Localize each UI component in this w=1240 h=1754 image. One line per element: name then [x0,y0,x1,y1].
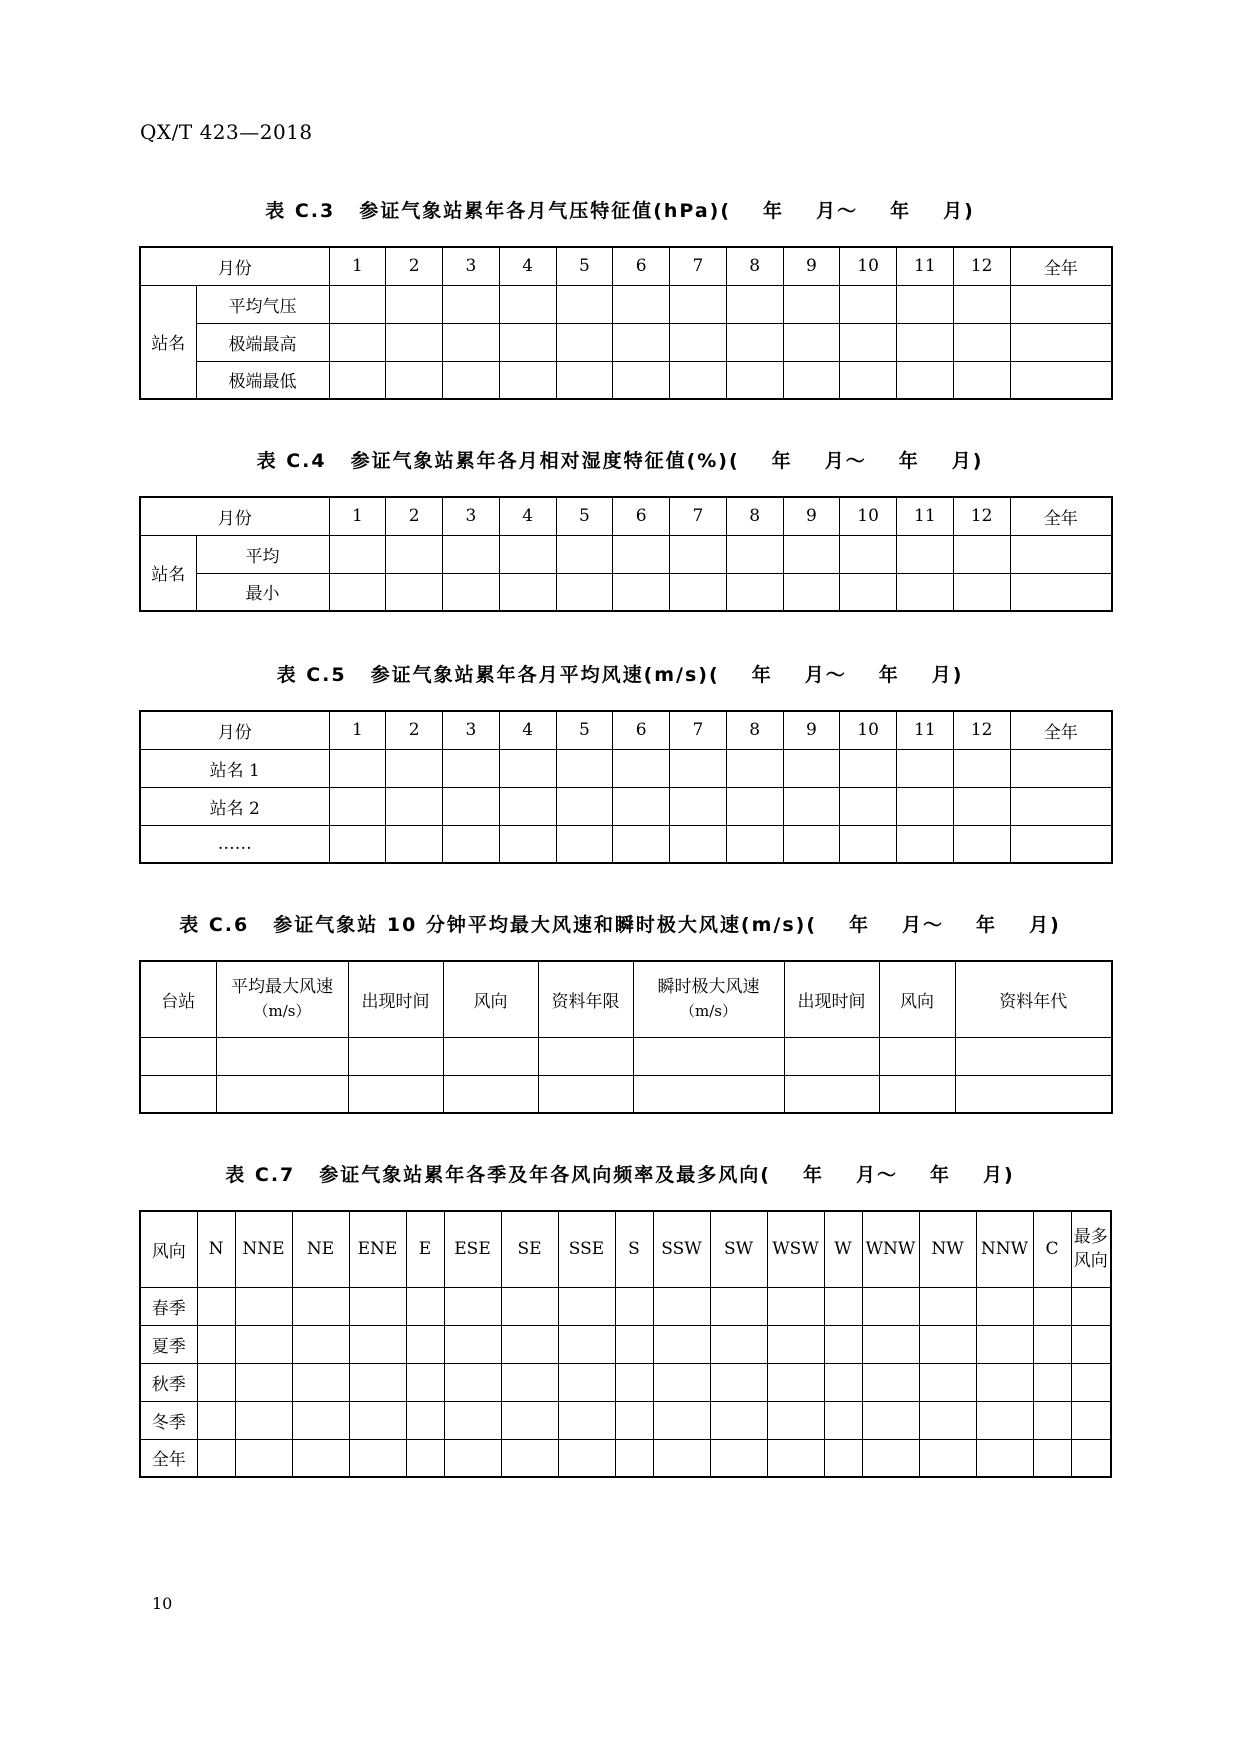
direction-header: 风向 [443,961,538,1037]
dir-n: N [197,1211,235,1287]
most-frequent-direction-header: 最多风向 [1071,1211,1111,1287]
month-11: 11 [897,497,954,535]
month-9: 9 [783,497,840,535]
month-3: 3 [443,711,500,749]
dir-wsw: WSW [767,1211,824,1287]
dir-nne: NNE [235,1211,292,1287]
table-number: 表 C.4 [256,450,327,472]
month-12: 12 [953,247,1010,285]
month-10: 10 [840,497,897,535]
table-row [140,573,1112,611]
table-c5-caption [0,660,1240,687]
table-c7-caption [0,1160,1240,1187]
caption-year: 年 [930,1164,952,1186]
month-1: 1 [329,497,386,535]
direction-header: 风向 [879,961,955,1037]
direction-header: 风向 [140,1211,197,1287]
caption-month: 月) [983,1164,1015,1186]
dir-ne: NE [292,1211,349,1287]
month-11: 11 [897,711,954,749]
table-row [140,1075,1112,1113]
caption-month: 月) [1029,914,1061,936]
dir-ssw: SSW [653,1211,710,1287]
table-row [140,361,1112,399]
caption-year: 年 [898,450,920,472]
table-row [140,535,1112,573]
annual-header: 全年 [1010,711,1112,749]
month-9: 9 [783,711,840,749]
row-label: 平均气压 [196,285,329,323]
data-years-header: 资料年限 [538,961,633,1037]
time-header: 出现时间 [784,961,879,1037]
caption-month: 月～ [855,1164,898,1186]
caption-year: 年 [763,200,785,222]
table-row [140,1325,1111,1363]
month-6: 6 [613,497,670,535]
table-row [140,1037,1112,1075]
dir-nw: NW [919,1211,976,1287]
table-row [140,1287,1111,1325]
table-number: 表 C.7 [225,1164,296,1186]
caption-year: 年 [751,664,773,686]
table-header-row [140,711,1112,749]
table-row [140,1439,1111,1477]
dir-sse: SSE [558,1211,615,1287]
dir-se: SE [501,1211,558,1287]
table-row [140,749,1112,787]
caption-month: 月～ [902,914,945,936]
gust-speed-header [633,961,784,1037]
table-header-row [140,497,1112,535]
month-4: 4 [499,711,556,749]
month-header: 月份 [140,247,329,285]
table-c5 [139,710,1113,864]
table-number: 表 C.3 [265,200,336,222]
time-header: 出现时间 [348,961,443,1037]
month-2: 2 [386,497,443,535]
table-c4-caption [0,446,1240,473]
caption-month: 月) [931,664,964,686]
page-number: 10 [152,1594,173,1613]
table-c4 [139,496,1113,612]
month-3: 3 [443,497,500,535]
caption-month: 月～ [804,664,847,686]
table-title: 参证气象站累年各月气压特征值(hPa)( [359,200,732,222]
caption-month: 月) [951,450,984,472]
caption-month: 月～ [816,200,859,222]
unit-text: （m/s） [680,1002,737,1021]
month-4: 4 [499,247,556,285]
table-c3-caption [0,196,1240,223]
month-8: 8 [726,711,783,749]
row-label: 站名 1 [140,749,329,787]
caption-year: 年 [802,1164,824,1186]
dir-nnw: NNW [976,1211,1033,1287]
month-12: 12 [953,711,1010,749]
dir-sw: SW [710,1211,767,1287]
season-label: 春季 [140,1287,197,1325]
dir-ese: ESE [444,1211,501,1287]
table-number: 表 C.6 [179,914,250,936]
avg-max-speed-header [216,961,348,1037]
caption-month: 月) [943,200,975,222]
table-c6-caption [0,910,1240,937]
table-title: 参证气象站累年各月相对湿度特征值(%)( [350,450,740,472]
caption-year: 年 [771,450,793,472]
annual-header: 全年 [1010,497,1112,535]
station-label: 站名 [140,535,196,611]
dir-wnw: WNW [862,1211,919,1287]
table-title: 参证气象站累年各月平均风速(m/s)( [370,664,720,686]
row-label: …… [140,825,329,863]
row-label: 最小 [196,573,329,611]
document-code: QX/T 423—2018 [140,120,313,144]
month-12: 12 [953,497,1010,535]
header-text: 瞬时极大风速 [657,977,760,998]
month-9: 9 [783,247,840,285]
dir-s: S [615,1211,653,1287]
month-7: 7 [670,711,727,749]
table-c6 [139,960,1113,1114]
dir-ene: ENE [349,1211,406,1287]
month-6: 6 [613,711,670,749]
month-8: 8 [726,497,783,535]
month-7: 7 [670,247,727,285]
row-label: 极端最低 [196,361,329,399]
month-7: 7 [670,497,727,535]
month-8: 8 [726,247,783,285]
table-header-row [140,247,1112,285]
month-6: 6 [613,247,670,285]
table-c3 [139,246,1113,400]
station-label: 站名 [140,285,196,399]
caption-year: 年 [878,664,900,686]
month-2: 2 [386,711,443,749]
month-4: 4 [499,497,556,535]
table-title: 参证气象站累年各季及年各风向频率及最多风向( [319,1164,771,1186]
row-label: 站名 2 [140,787,329,825]
month-2: 2 [386,247,443,285]
dir-e: E [406,1211,444,1287]
caption-year: 年 [849,914,871,936]
month-11: 11 [897,247,954,285]
table-row [140,1401,1111,1439]
month-header: 月份 [140,711,329,749]
station-header: 台站 [140,961,216,1037]
caption-year: 年 [890,200,912,222]
table-title: 参证气象站 10 分钟平均最大风速和瞬时极大风速(m/s)( [273,914,818,936]
season-label: 秋季 [140,1363,197,1401]
month-5: 5 [556,247,613,285]
month-1: 1 [329,247,386,285]
table-header-row [140,961,1112,1037]
month-10: 10 [840,247,897,285]
month-5: 5 [556,711,613,749]
table-row [140,323,1112,361]
month-1: 1 [329,711,386,749]
table-row [140,1363,1111,1401]
annual-header: 全年 [1010,247,1112,285]
dir-w: W [824,1211,862,1287]
table-c7 [139,1210,1112,1478]
table-row [140,825,1112,863]
table-row [140,787,1112,825]
caption-month: 月～ [824,450,867,472]
season-label: 全年 [140,1439,197,1477]
data-era-header: 资料年代 [955,961,1112,1037]
caption-year: 年 [976,914,998,936]
table-header-row [140,1211,1111,1287]
unit-text: （m/s） [253,1002,311,1021]
season-label: 夏季 [140,1325,197,1363]
table-number: 表 C.5 [276,664,347,686]
header-text: 平均最大风速 [231,977,333,998]
table-row [140,285,1112,323]
row-label: 平均 [196,535,329,573]
dir-calm: C [1033,1211,1071,1287]
month-10: 10 [840,711,897,749]
month-3: 3 [443,247,500,285]
row-label: 极端最高 [196,323,329,361]
month-5: 5 [556,497,613,535]
season-label: 冬季 [140,1401,197,1439]
month-header: 月份 [140,497,329,535]
